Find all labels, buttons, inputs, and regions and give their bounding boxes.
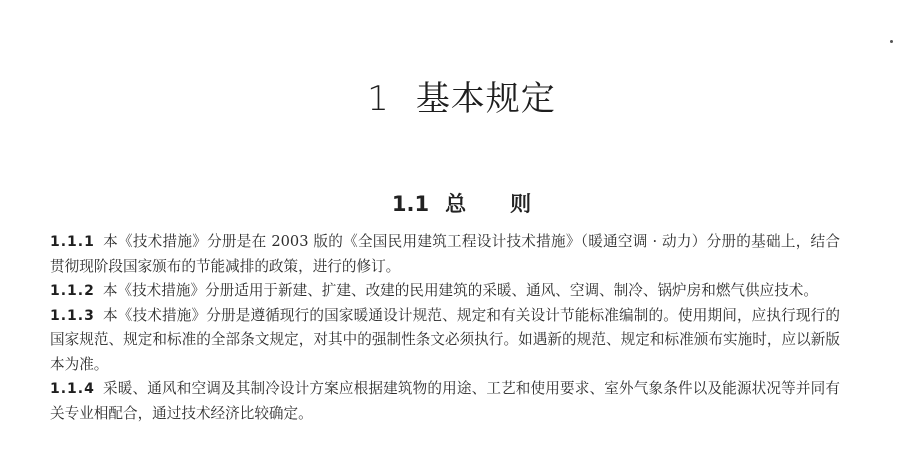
chapter-number: 1 [367,78,390,119]
clause-number: 1.1.3 [50,307,95,324]
clause-text: 本《技术措施》分册适用于新建、扩建、改建的民用建筑的采暖、通风、空调、制冷、锅炉房和燃气供应技术。 [102,282,818,299]
section-title-part1: 总 [445,192,467,217]
clause-text: 本《技术措施》分册是在 2003 版的《全国民用建筑工程设计技术措施》（暖通空调 · 动力）分册的基础上，结合贯彻现阶段国家颁布的节能减排的政策，进行的修订。 [50,233,840,275]
section-title-part2: 则 [510,192,532,217]
clause-list [50,230,840,426]
clause-number: 1.1.1 [50,234,95,250]
clause-text: 本《技术措施》分册是遵循现行的国家暖通设计规范、规定和有关设计节能标准编制的。使用期间，应执行现行的国家规范、规定和标准的全部条文规定，对其中的强制性条文必须执行。如遇新的规范、规定和标准颁布实施时，应以新版本为准。 [50,306,840,373]
clause-1-1-1 [50,230,840,279]
section-heading [0,188,923,218]
clause-1-1-2 [50,279,840,304]
clause-number: 1.1.4 [50,381,95,397]
section-number: 1.1 [391,192,430,217]
clause-1-1-3 [50,304,840,378]
chapter-heading [0,71,923,120]
chapter-title: 基本规定 [415,78,556,119]
scan-speck [890,40,893,43]
clause-text: 采暖、通风和空调及其制冷设计方案应根据建筑物的用途、工艺和使用要求、室外气象条件以及能源状况等并同有关专业相配合，通过技术经济比较确定。 [50,380,840,422]
clause-1-1-4 [50,377,840,426]
clause-number: 1.1.2 [50,283,95,299]
